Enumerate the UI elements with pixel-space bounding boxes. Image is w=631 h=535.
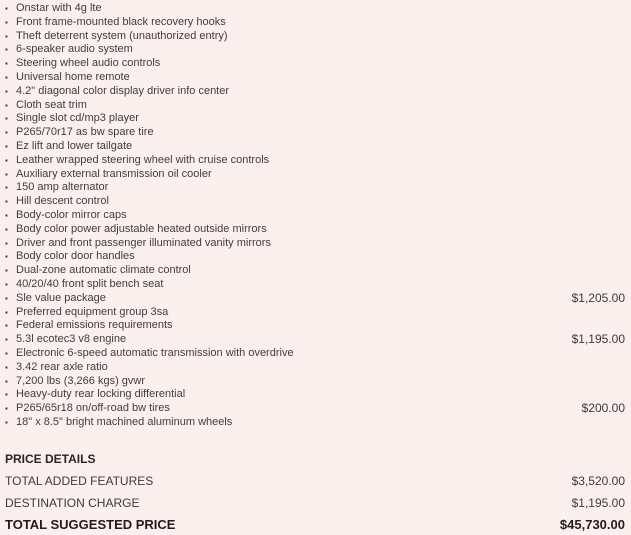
feature-label: Body color power adjustable heated outside mirrors [16,222,267,235]
bullet-icon: ▪ [5,307,8,317]
bullet-icon: ▪ [5,224,8,234]
feature-price: $1,195.00 [571,332,625,347]
bullet-icon: ▪ [5,266,8,276]
bullet-icon: ▪ [5,417,8,427]
feature-label: Single slot cd/mp3 player [16,112,139,125]
price-detail-label: DESTINATION CHARGE [5,495,140,510]
feature-label: 6-speaker audio system [16,43,133,56]
feature-label: Sle value package [16,291,106,304]
feature-list-item [5,154,625,168]
feature-label: Federal emissions requirements [16,319,173,332]
bullet-icon: ▪ [5,100,8,110]
feature-list-item [5,71,625,85]
feature-label: Ez lift and lower tailgate [16,139,133,152]
feature-list-item [5,43,625,57]
feature-label: 150 amp alternator [16,181,109,194]
feature-list-item [5,416,625,430]
bullet-icon: ▪ [5,348,8,358]
feature-label: 5.3l ecotec3 v8 engine [16,333,127,346]
price-details-section [5,452,625,532]
bullet-icon: ▪ [5,141,8,151]
bullet-icon: ▪ [5,155,8,165]
price-detail-row [5,496,625,510]
feature-list-item [5,57,625,71]
bullet-icon: ▪ [5,17,8,27]
bullet-icon: ▪ [5,293,8,303]
price-detail-value: $1,195.00 [571,495,625,510]
price-detail-label: TOTAL ADDED FEATURES [5,473,154,488]
feature-list [5,2,625,430]
price-detail-row [5,518,625,532]
bullet-icon: ▪ [5,279,8,289]
feature-list-item [5,333,625,347]
price-detail-label: TOTAL SUGGESTED PRICE [5,516,176,532]
feature-list-item [5,347,625,361]
feature-list-item [5,388,625,402]
bullet-icon: ▪ [5,169,8,179]
bullet-icon: ▪ [5,362,8,372]
feature-label: Front frame-mounted black recovery hooks [16,15,226,28]
price-detail-value: $45,730.00 [559,516,625,532]
feature-price: $200.00 [581,401,625,416]
feature-label: Cloth seat trim [16,98,87,111]
bullet-icon: ▪ [5,197,8,207]
feature-list-item [5,264,625,278]
bullet-icon: ▪ [5,321,8,331]
bullet-icon: ▪ [5,404,8,414]
feature-list-item [5,223,625,237]
feature-label: Steering wheel audio controls [16,57,161,70]
feature-label: Dual-zone automatic climate control [16,264,191,277]
bullet-icon: ▪ [5,183,8,193]
bullet-icon: ▪ [5,210,8,220]
bullet-icon: ▪ [5,390,8,400]
feature-label: Body-color mirror caps [16,208,127,221]
feature-list-item [5,99,625,113]
feature-list-item [5,250,625,264]
feature-label: Body color door handles [16,250,135,263]
bullet-icon: ▪ [5,59,8,69]
feature-label: Universal home remote [16,70,130,83]
bullet-icon: ▪ [5,31,8,41]
feature-label: Heavy-duty rear locking differential [16,388,186,401]
feature-list-item [5,126,625,140]
bullet-icon: ▪ [5,238,8,248]
feature-list-item [5,278,625,292]
feature-list-item [5,319,625,333]
bullet-icon: ▪ [5,86,8,96]
feature-label: Hill descent control [16,195,109,208]
bullet-icon: ▪ [5,114,8,124]
feature-label: P265/65r18 on/off-road bw tires [16,402,170,415]
feature-label: 18" x 8.5" bright machined aluminum wheels [16,415,233,428]
feature-list-item [5,237,625,251]
bullet-icon: ▪ [5,335,8,345]
feature-label: Theft deterrent system (unauthorized entry) [16,29,228,42]
feature-list-item [5,375,625,389]
feature-label: Electronic 6-speed automatic transmission with overdrive [16,346,294,359]
feature-label: Onstar with 4g lte [16,2,102,14]
price-details-heading: PRICE DETAILS [5,451,96,466]
price-detail-value: $3,520.00 [571,473,625,488]
feature-list-item [5,195,625,209]
feature-list-item [5,402,625,416]
feature-list-item [5,85,625,99]
feature-label: P265/70r17 as bw spare tire [16,126,154,139]
feature-list-item [5,168,625,182]
feature-list-item [5,2,625,16]
bullet-icon: ▪ [5,45,8,55]
feature-label: Preferred equipment group 3sa [16,305,169,318]
bullet-icon: ▪ [5,4,8,13]
feature-list-item [5,306,625,320]
feature-list-item [5,361,625,375]
feature-list-item [5,112,625,126]
bullet-icon: ▪ [5,252,8,262]
feature-label: Auxiliary external transmission oil cooler [16,167,212,180]
bullet-icon: ▪ [5,72,8,82]
feature-price: $1,205.00 [571,290,625,305]
bullet-icon: ▪ [5,376,8,386]
feature-label: 3.42 rear axle ratio [16,360,108,373]
feature-list-item [5,292,625,306]
price-detail-row [5,474,625,488]
feature-list-item [5,30,625,44]
bullet-icon: ▪ [5,128,8,138]
feature-label: Leather wrapped steering wheel with cruise controls [16,153,270,166]
feature-list-item [5,140,625,154]
feature-list-item [5,181,625,195]
feature-label: Driver and front passenger illuminated vanity mirrors [16,236,271,249]
feature-list-item [5,16,625,30]
feature-label: 7,200 lbs (3,266 kgs) gvwr [16,374,146,387]
feature-list-item [5,209,625,223]
price-rows [5,474,625,532]
feature-label: 40/20/40 front split bench seat [16,277,164,290]
feature-label: 4.2" diagonal color display driver info center [16,84,230,97]
